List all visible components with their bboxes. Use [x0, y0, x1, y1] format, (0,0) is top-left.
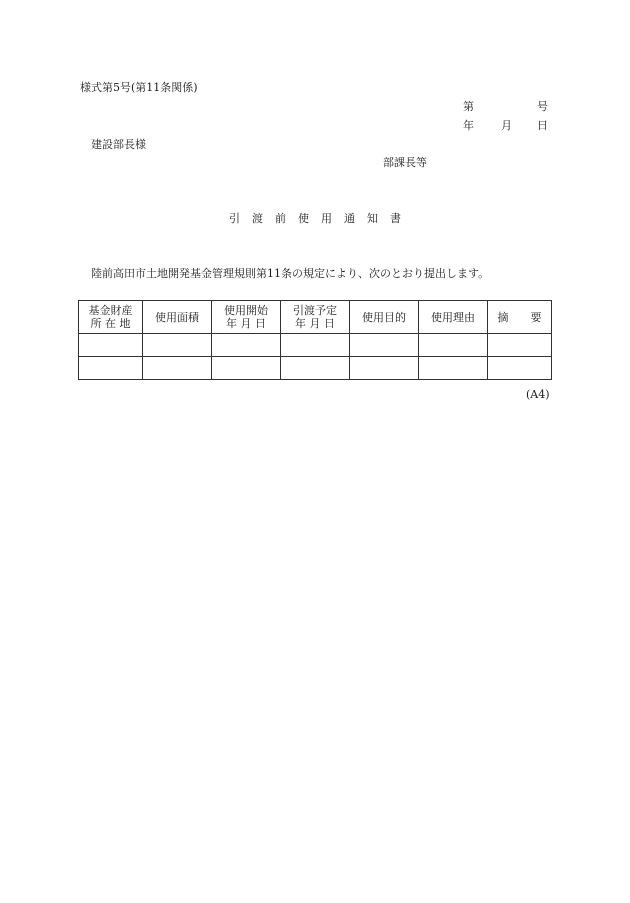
title-char: 書: [390, 212, 401, 225]
table-cell[interactable]: [79, 357, 143, 380]
date-month-label: 月: [501, 119, 512, 132]
title-char: 前: [275, 212, 286, 225]
date-year-label: 年: [463, 119, 474, 132]
title-char: 知: [367, 212, 378, 225]
column-header-start-date: [212, 301, 281, 334]
table-cell[interactable]: [419, 334, 488, 357]
table-row: [79, 357, 552, 380]
title-char: 通: [344, 212, 355, 225]
sender: 部課長等: [383, 156, 427, 169]
body-text: 陸前高田市土地開発基金管理規則第11条の規定により、次のとおり提出します。: [91, 267, 490, 280]
table-cell[interactable]: [281, 334, 350, 357]
title-char: 用: [321, 212, 332, 225]
table-cell[interactable]: [143, 334, 212, 357]
table-row: [79, 334, 552, 357]
table-header-row: [79, 301, 552, 334]
column-header-area: [143, 301, 212, 334]
header-line: 年 月 日: [226, 317, 266, 330]
header-line: 使用開始: [224, 304, 268, 317]
header-line: 使用目的: [362, 310, 406, 324]
column-header-location: [79, 301, 143, 334]
date-day-label: 日: [537, 119, 548, 132]
document-number-prefix: 第: [463, 100, 474, 113]
header-line: 使用理由: [431, 310, 475, 324]
notice-table: [78, 300, 552, 380]
table-cell[interactable]: [419, 357, 488, 380]
table-cell[interactable]: [488, 357, 552, 380]
table-cell[interactable]: [350, 334, 419, 357]
header-line: 所 在 地: [90, 317, 131, 330]
header-line: 使用面積: [155, 310, 199, 324]
addressee: 建設部長様: [91, 138, 146, 151]
document-title: [0, 213, 630, 224]
table-cell[interactable]: [488, 334, 552, 357]
table-cell[interactable]: [212, 357, 281, 380]
table-cell[interactable]: [143, 357, 212, 380]
header-line: 年 月 日: [295, 317, 335, 330]
document-number-suffix: 号: [537, 100, 548, 113]
column-header-remarks: [488, 301, 552, 334]
column-header-reason: [419, 301, 488, 334]
paper-size-note: (A4): [526, 388, 550, 401]
column-header-handover-date: [281, 301, 350, 334]
table-cell[interactable]: [212, 334, 281, 357]
title-char: 引: [229, 212, 240, 225]
table-cell[interactable]: [350, 357, 419, 380]
header-line: 基金財産: [88, 304, 133, 317]
column-header-purpose: [350, 301, 419, 334]
header-line: 摘 要: [497, 310, 542, 324]
table-cell[interactable]: [79, 334, 143, 357]
header-line: 引渡予定: [293, 304, 337, 317]
form-number: 様式第5号(第11条関係): [80, 81, 198, 94]
title-char: 使: [298, 212, 309, 225]
title-char: 渡: [252, 212, 263, 225]
table-cell[interactable]: [281, 357, 350, 380]
